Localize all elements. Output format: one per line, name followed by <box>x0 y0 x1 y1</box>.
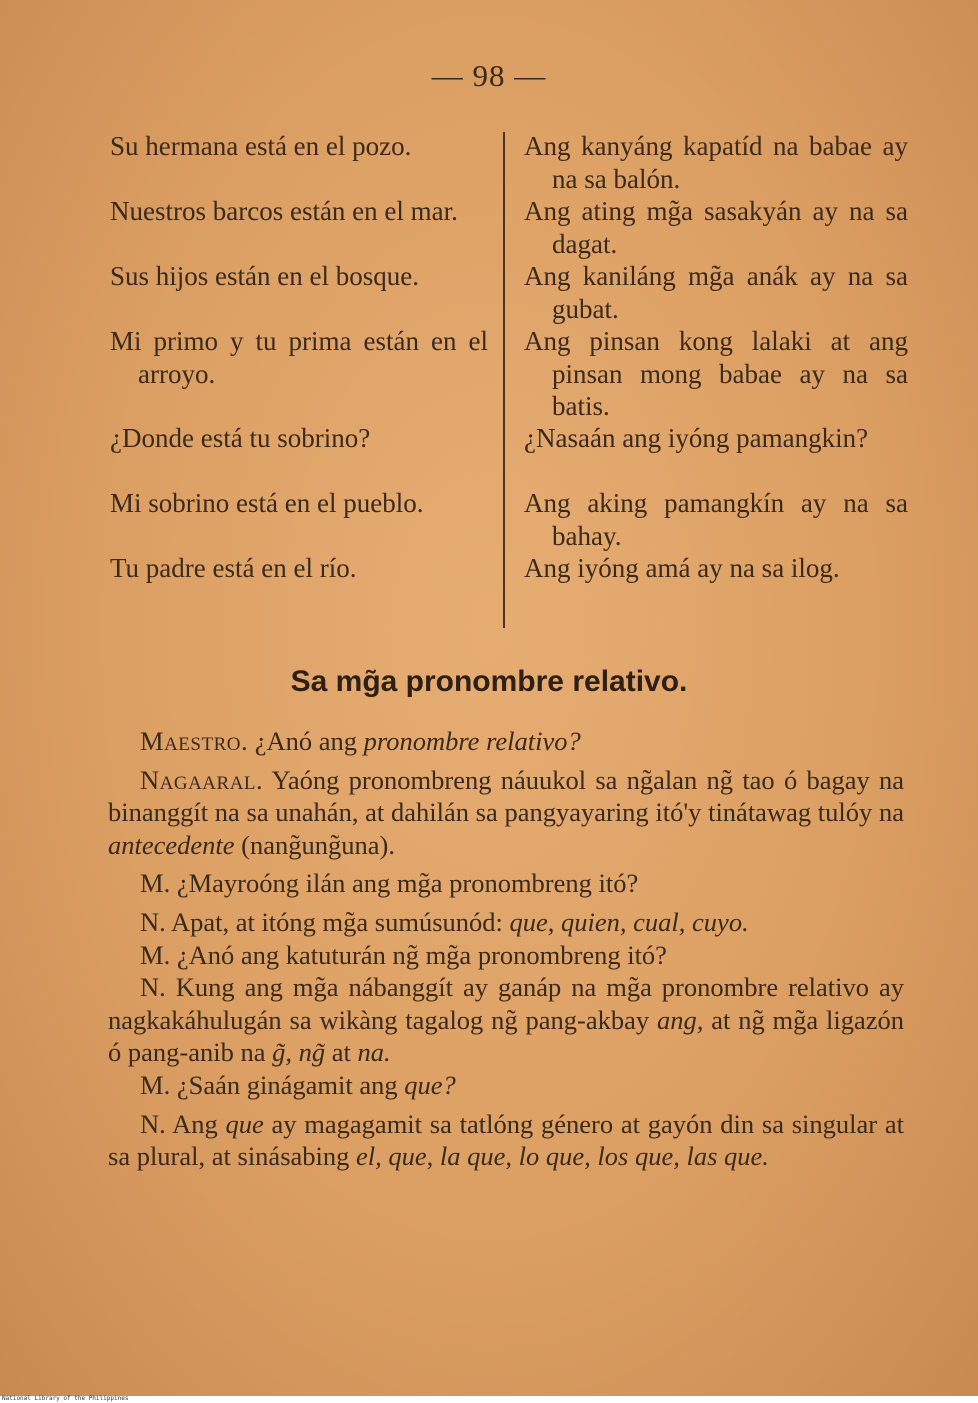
speaker-label: N. <box>140 972 166 1003</box>
dialog-paragraph: N. Kung ang mg̃a nábanggít ay ganáp na mg̃a pronombre relativo ay nagkakáhulugán sa wikàng tagalog ng̃ pang-akbay ang, at ng̃ mg̃a ligazón ó pang-anib na g̃, ng̃ at na. <box>108 972 905 1068</box>
column-divider <box>503 132 505 628</box>
tagalog-sentence: Ang kaniláng mg̃a anák ay na sa gubat. <box>524 261 908 324</box>
dialog-paragraph: M. ¿Mayroóng ilán ang mg̃a pronombreng itó? <box>140 868 639 899</box>
spanish-sentence: Su hermana está en el pozo. <box>110 131 412 161</box>
speaker-label: M. <box>140 1069 171 1100</box>
spanish-sentence: Nuestros barcos están en el mar. <box>110 196 458 226</box>
dialog-paragraph: Maestro. ¿Anó ang pronombre relativo? <box>140 726 581 756</box>
footer-label: National Library of the Philippines <box>2 1395 129 1402</box>
speaker-label: N. <box>140 906 166 937</box>
dialog-paragraph: N. Ang que ay magagamit sa tatlóng género at gayón din sa singular at sa plural, at sinásabing el, que, la que, lo que, los que, las que. <box>108 1108 905 1172</box>
dialog-paragraph: N. Apat, at itóng mg̃a sumúsunód: que, quien, cual, cuyo. <box>140 906 749 937</box>
tagalog-sentence: ¿Nasaán ang iyóng pamangkin? <box>524 423 869 453</box>
tagalog-sentence: Ang iyóng amá ay na sa ilog. <box>524 553 840 583</box>
tagalog-sentence: Ang ating mg̃a sasakyán ay na sa dagat. <box>524 196 908 259</box>
speaker-label: N. <box>140 1108 166 1139</box>
tagalog-sentence: Ang kanyáng kapatíd na babae ay na sa balón. <box>524 131 908 194</box>
spanish-sentence: Mi sobrino está en el pueblo. <box>110 488 424 518</box>
spanish-sentence: Tu padre está en el río. <box>110 553 357 583</box>
dialog-paragraph: Nagaaral. Yaóng pronombreng náuukol sa ng̃alan ng̃ tao ó bagay na binanggít na sa unahán, at dahilán sa pangyayaring itó'y tinátawag tulóy na antecedente (nang̃ung̃una). <box>108 764 904 860</box>
spanish-sentence: ¿Donde está tu sobrino? <box>110 423 371 453</box>
page-number: — 98 — <box>431 58 547 93</box>
dialog-paragraph: M. ¿Saán ginágamit ang que? <box>140 1069 456 1100</box>
speaker-label: M. <box>140 868 171 899</box>
tagalog-sentence: Ang aking pamangkín ay na sa bahay. <box>524 488 908 551</box>
speaker-label: Nagaaral. <box>140 764 264 795</box>
spanish-sentence: Mi primo y tu prima están en el arroyo. <box>110 326 488 389</box>
speaker-label: M. <box>140 939 171 970</box>
spanish-sentence: Sus hijos están en el bosque. <box>110 261 419 291</box>
footer-strip <box>0 1396 978 1403</box>
dialog-paragraph: M. ¿Anó ang katuturán ng̃ mg̃a pronombreng itó? <box>140 939 667 970</box>
speaker-label: Maestro. <box>140 726 249 756</box>
tagalog-sentence: Ang pinsan kong lalaki at ang pinsan mong babae ay na sa batis. <box>524 326 908 421</box>
dialog-body <box>108 725 904 1173</box>
section-title: Sa mg̃a pronombre relativo. <box>290 665 688 698</box>
